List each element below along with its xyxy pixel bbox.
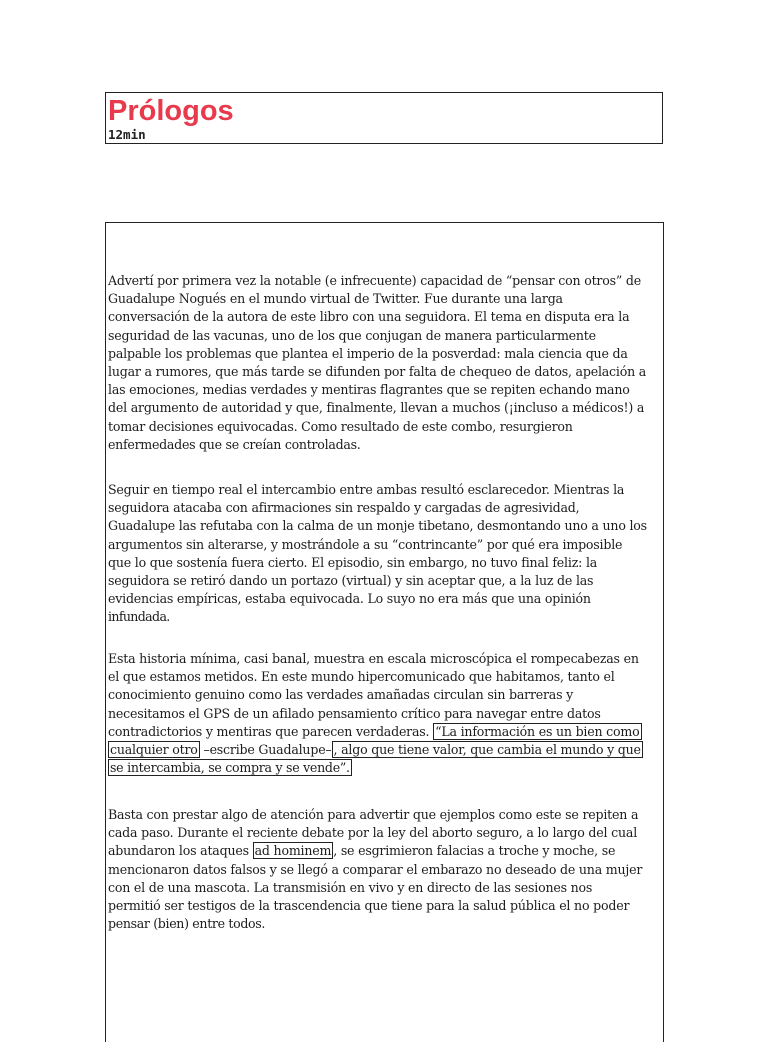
text-line: seguidora atacaba con afirmaciones sin respaldo y cargadas de agresividad, [108,500,580,516]
text-line: mencionaron datos falsos y se llegó a comparar el embarazo no deseado de una mujer [108,861,643,877]
text-line: seguidora se retiró dando un portazo (virtual) y sin aceptar que, a la luz de las [108,573,594,589]
text-line: el que estamos metidos. En este mundo hipercomunicado que habitamos, tanto el [108,669,615,685]
text-line: palpable los problemas que plantea el imperio de la posverdad: mala ciencia que da [108,345,628,361]
text-line: Esta historia mínima, casi banal, muestra en escala microscópica el rompecabezas en [108,651,639,666]
text-segment: abundaron los ataques [108,843,253,859]
quote-highlight: se intercambia, se compra y se vende”. [110,760,350,776]
text-line: Guadalupe Nogués en el mundo virtual de Twitter. Fue durante una larga [108,291,563,307]
text-line: permitió ser testigos de la trascendencia que tiene para la salud pública el no poder [108,898,630,914]
text-line: argumentos sin alterarse, y mostrándole a su “contrincante” por qué era imposible [108,536,623,552]
text-line: del argumento de autoridad y que, finalmente, llevan a muchos (¡incluso a médicos!) a [108,400,645,416]
paragraph-2 [108,481,668,627]
text-line [108,759,668,777]
chapter-body [105,222,664,1042]
text-segment: –escribe Guadalupe– [199,742,332,758]
paragraph-4 [108,806,668,933]
quote-highlight: “La información es un bien como [435,723,640,739]
reading-time: 12min [108,127,146,142]
text-line: pensar (bien) entre todos. [108,916,266,932]
text-line: necesitamos el GPS de un afilado pensamiento crítico para navegar entre datos [108,705,601,721]
text-line: Advertí por primera vez la notable (e infrecuente) capacidad de “pensar con otros” de [108,273,641,288]
text-segment: contradictorios y mentiras que parecen verdaderas. [108,723,434,739]
term-highlight: ad hominem [254,843,332,859]
text-line: que lo que sostenía fuera cierto. El episodio, sin embargo, no tuvo final feliz: la [108,554,598,570]
text-line: Basta con prestar algo de atención para advertir que ejemplos como este se repiten a [108,807,639,822]
text-line: conversación de la autora de este libro con una seguidora. El tema en disputa era la [108,309,630,325]
paragraph-3 [108,650,668,777]
text-line: tomar decisiones equivocadas. Como resultado de este combo, resurgieron [108,418,573,434]
chapter-title: Prólogos [108,95,234,127]
text-line: cada paso. Durante el reciente debate por la ley del aborto seguro, a lo largo del cual [108,825,638,841]
text-line [108,741,668,759]
text-line: infundada. [108,609,170,625]
text-segment: , se esgrimieron falacias a troche y moche, se [333,843,616,859]
text-line [108,723,668,741]
quote-highlight: cualquier otro [110,742,198,758]
text-line: Guadalupe las refutaba con la calma de un monje tibetano, desmontando uno a uno los [108,518,647,534]
chapter-header [105,92,663,144]
paragraph-1 [108,272,668,454]
text-line: lugar a rumores, que más tarde se difunden por falta de chequeo de datos, apelación a [108,364,647,380]
text-line: las emociones, medias verdades y mentiras flagrantes que se repiten echando mano [108,382,630,398]
text-line: con el de una mascota. La transmisión en vivo y en directo de las sesiones nos [108,879,593,895]
text-line [108,842,668,860]
text-line: Seguir en tiempo real el intercambio entre ambas resultó esclarecedor. Mientras la [108,482,625,497]
quote-highlight: , algo que tiene valor, que cambia el mundo y que [333,742,641,758]
text-line: seguridad de las vacunas, uno de los que conjugan de manera particularmente [108,327,596,343]
text-line: evidencias empíricas, estaba equivocada. Lo suyo no era más que una opinión [108,591,591,607]
text-line: enfermedades que se creían controladas. [108,436,361,452]
text-line: conocimiento genuino como las verdades amañadas circulan sin barreras y [108,687,574,703]
